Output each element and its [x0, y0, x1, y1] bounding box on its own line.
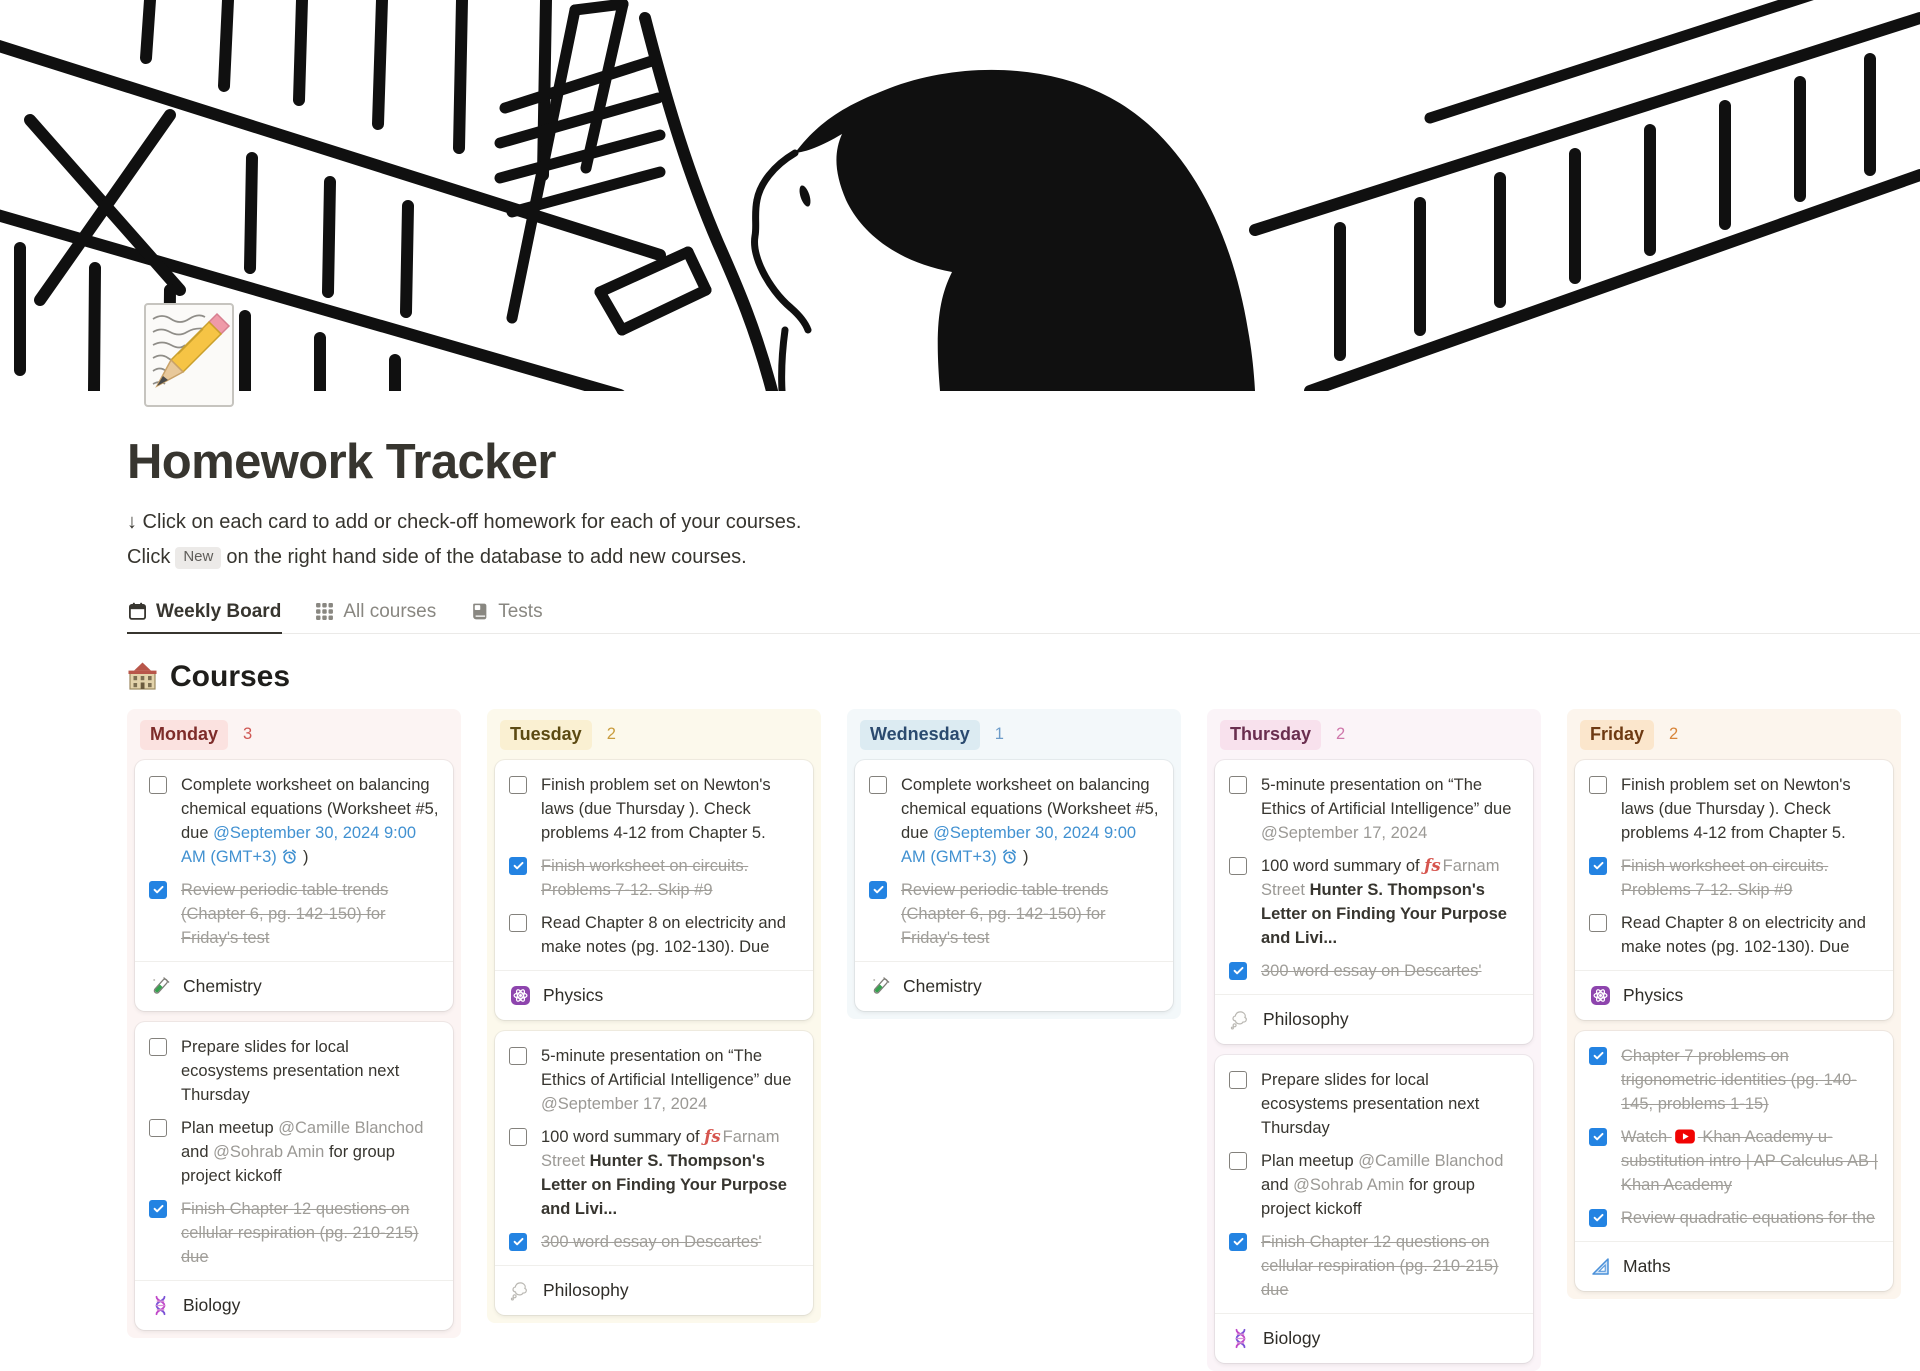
page-title: Homework Tracker: [127, 435, 556, 489]
alarm-icon: [281, 845, 298, 869]
course-name: Biology: [183, 1294, 241, 1315]
todo-item[interactable]: [509, 773, 799, 845]
biology-dna-icon: [1230, 1328, 1251, 1349]
course-name: Philosophy: [543, 1279, 629, 1300]
todo-item[interactable]: [1229, 854, 1519, 950]
mention: @Camille Blanchod: [278, 1118, 424, 1137]
checkbox-checked[interactable]: [149, 881, 167, 899]
checkbox-checked[interactable]: [1589, 1128, 1607, 1146]
board-column-tuesday: [487, 709, 821, 1323]
todo-item[interactable]: [149, 773, 439, 869]
course-footer[interactable]: [855, 961, 1173, 1011]
board-column-wednesday: [847, 709, 1181, 1019]
task-text: Review periodic table trends (Chapter 6, pg. 142-150) for Friday's test: [901, 880, 1109, 947]
column-header: [1575, 717, 1893, 750]
tab-label: Weekly Board: [156, 600, 282, 622]
todo-item[interactable]: [1229, 1149, 1519, 1221]
task-text: and: [1261, 1175, 1294, 1194]
todo-text: [541, 1125, 799, 1221]
page-icon[interactable]: [137, 300, 241, 412]
todo-item[interactable]: [149, 1197, 439, 1269]
todo-item[interactable]: [149, 878, 439, 950]
course-name: Physics: [1623, 984, 1684, 1005]
todo-text: [181, 1197, 439, 1269]
site-name: Farnam Street: [1261, 856, 1500, 899]
instruction-line-2: [127, 542, 1920, 572]
school-icon: [127, 661, 158, 692]
homework-card-maths[interactable]: [1575, 1031, 1893, 1291]
task-text: Complete worksheet on balancing chemical equations (Worksheet #5, due: [901, 775, 1159, 842]
calendar-icon: [128, 602, 147, 621]
todo-text: [1261, 773, 1519, 845]
todo-text: [1261, 1149, 1519, 1221]
card-body: [1575, 760, 1893, 970]
tab-all-courses[interactable]: [314, 596, 437, 634]
course-name: Biology: [1263, 1327, 1321, 1348]
todo-text: [541, 773, 799, 845]
todo-item[interactable]: [869, 878, 1159, 950]
column-cards: [855, 760, 1173, 1011]
course-footer[interactable]: [1575, 970, 1893, 1020]
todo-text: [181, 1035, 439, 1107]
task-text: ): [298, 847, 309, 866]
farnam-street-icon: ƒs: [704, 1126, 721, 1146]
todo-item[interactable]: [509, 1044, 799, 1116]
task-text: Finish worksheet on circuits. Problems 7-12. Skip #9: [541, 856, 749, 899]
tab-tests[interactable]: [469, 596, 543, 634]
checkbox-unchecked[interactable]: [1229, 857, 1247, 875]
todo-text: [901, 878, 1159, 950]
course-footer[interactable]: [135, 961, 453, 1011]
course-footer[interactable]: [1215, 994, 1533, 1044]
todo-text: [1261, 959, 1519, 983]
checkbox-unchecked[interactable]: [149, 1119, 167, 1137]
homework-card-biology[interactable]: [135, 1022, 453, 1330]
task-text: Read Chapter 8 on electricity and make notes (pg. 102-130). Due: [1621, 913, 1866, 956]
mention: @Sohrab Amin: [213, 1142, 325, 1161]
task-text: Prepare slides for local ecosystems presentation next Thursday: [181, 1037, 400, 1104]
checkbox-checked[interactable]: [149, 1200, 167, 1218]
card-body: [855, 760, 1173, 961]
task-text: Review quadratic equations for the: [1621, 1208, 1876, 1227]
todo-text: [1261, 854, 1519, 950]
column-cards: [1575, 760, 1893, 1291]
homework-card-physics[interactable]: [495, 760, 813, 1020]
grid-icon: [315, 602, 334, 621]
bookmark-title: Hunter S. Thompson's Letter on Finding Your Purpose and Livi...: [1261, 880, 1507, 947]
task-text: ): [1018, 847, 1029, 866]
todo-text: [181, 1116, 439, 1188]
card-body: [135, 760, 453, 961]
physics-atom-icon: [510, 985, 531, 1006]
new-button-badge: New: [175, 547, 221, 569]
todo-item[interactable]: [509, 911, 799, 959]
homework-card-chemistry[interactable]: [855, 760, 1173, 1011]
todo-text: [1621, 1125, 1879, 1197]
task-text: 5-minute presentation on “The Ethics of Artificial Intelligence” due: [1261, 775, 1512, 818]
checkbox-unchecked[interactable]: [1589, 914, 1607, 932]
todo-item[interactable]: [509, 1125, 799, 1221]
homework-card-physics[interactable]: [1575, 760, 1893, 1020]
todo-item[interactable]: [149, 1035, 439, 1107]
tab-label: All courses: [343, 600, 437, 622]
todo-item[interactable]: [1589, 1206, 1879, 1230]
todo-item[interactable]: [149, 1116, 439, 1188]
tab-label: Tests: [498, 600, 543, 622]
mention: @September 17, 2024: [1261, 823, 1428, 842]
task-text: Plan meetup: [1261, 1151, 1359, 1170]
chemistry-test-tube-icon: [150, 976, 171, 997]
column-day-badge[interactable]: Friday: [1580, 720, 1654, 750]
page-cover: [0, 0, 1920, 391]
database-view-tabs: [127, 596, 1920, 634]
youtube-icon: [1672, 1125, 1698, 1149]
physics-atom-icon: [1590, 985, 1611, 1006]
homework-card-philosophy[interactable]: [495, 1031, 813, 1315]
card-body: [135, 1022, 453, 1280]
task-text: 300 word essay on Descartes': [1261, 961, 1482, 980]
todo-text: [1621, 911, 1879, 959]
mention: @Camille Blanchod: [1358, 1151, 1504, 1170]
task-text: Plan meetup: [181, 1118, 279, 1137]
checkbox-unchecked[interactable]: [1229, 1071, 1247, 1089]
todo-text: [541, 911, 799, 959]
card-body: [1575, 1031, 1893, 1241]
checkbox-checked[interactable]: [1589, 857, 1607, 875]
todo-text: [541, 1044, 799, 1116]
course-name: Chemistry: [183, 975, 262, 996]
bookmark-title: Hunter S. Thompson's Letter on Finding Your Purpose and Livi...: [541, 1151, 787, 1218]
courses-heading-label: Courses: [170, 659, 291, 693]
column-header: [135, 717, 453, 750]
checkbox-unchecked[interactable]: [1229, 1152, 1247, 1170]
column-day-badge[interactable]: Tuesday: [500, 720, 592, 750]
todo-item[interactable]: [1589, 1044, 1879, 1116]
checkbox-checked[interactable]: [869, 881, 887, 899]
philosophy-thought-balloon-icon: [510, 1280, 531, 1301]
cover-illustration: [0, 0, 1920, 391]
task-text: Khan Academy u-substitution intro | AP Calculus AB | Khan Academy: [1621, 1127, 1878, 1194]
checkbox-unchecked[interactable]: [149, 1038, 167, 1056]
todo-text: [1621, 1206, 1879, 1230]
todo-item[interactable]: [1589, 911, 1879, 959]
todo-item[interactable]: [509, 1230, 799, 1254]
card-body: [1215, 760, 1533, 994]
checkbox-checked[interactable]: [1589, 1047, 1607, 1065]
course-name: Physics: [543, 984, 604, 1005]
course-footer[interactable]: [135, 1280, 453, 1330]
column-header: [855, 717, 1173, 750]
farnam-street-icon: ƒs: [1424, 855, 1441, 875]
board-column-friday: [1567, 709, 1901, 1299]
task-text: Chapter 7 problems on trigonometric identities (pg. 140-145, problems 1-15): [1621, 1046, 1857, 1113]
task-text: 5-minute presentation on “The Ethics of Artificial Intelligence” due: [541, 1046, 792, 1089]
todo-item[interactable]: [1229, 773, 1519, 845]
mention: @Sohrab Amin: [1293, 1175, 1405, 1194]
book-icon: [470, 602, 489, 621]
todo-item[interactable]: [509, 854, 799, 902]
course-footer[interactable]: [1215, 1313, 1533, 1363]
task-text: 100 word summary of: [541, 1127, 705, 1146]
task-text: Watch: [1621, 1127, 1672, 1146]
weekly-board: [127, 709, 1920, 1371]
column-cards: [495, 760, 813, 1315]
column-count: 2: [1669, 725, 1679, 744]
date-mention: @September 30, 2024 9:00 AM (GMT+3): [901, 823, 1137, 866]
date-mention: @September 30, 2024 9:00 AM (GMT+3): [181, 823, 417, 866]
todo-text: [1261, 1068, 1519, 1140]
tab-weekly-board[interactable]: [127, 596, 282, 634]
task-text: for group project kickoff: [1261, 1175, 1475, 1218]
todo-text: [181, 773, 439, 869]
column-header: [1215, 717, 1533, 750]
task-text: for group project kickoff: [181, 1142, 395, 1185]
column-count: 2: [606, 725, 616, 744]
instruction-click-prefix: Click: [127, 545, 171, 568]
alarm-icon: [1001, 845, 1018, 869]
mention: @September 17, 2024: [541, 1094, 708, 1113]
checkbox-unchecked[interactable]: [509, 776, 527, 794]
task-text: Read Chapter 8 on electricity and make notes (pg. 102-130). Due: [541, 913, 786, 956]
todo-text: [1621, 1044, 1879, 1116]
task-text: 300 word essay on Descartes': [541, 1232, 762, 1251]
checkbox-checked[interactable]: [1229, 1233, 1247, 1251]
course-footer[interactable]: [495, 970, 813, 1020]
chemistry-test-tube-icon: [870, 976, 891, 997]
column-count: 2: [1336, 725, 1346, 744]
course-name: Chemistry: [903, 975, 982, 996]
course-footer[interactable]: [1575, 1241, 1893, 1291]
homework-card-chemistry[interactable]: [135, 760, 453, 1011]
todo-text: [1621, 773, 1879, 845]
maths-triangle-ruler-icon: [1590, 1256, 1611, 1277]
biology-dna-icon: [150, 1295, 171, 1316]
checkbox-checked[interactable]: [509, 1233, 527, 1251]
todo-item[interactable]: [1589, 773, 1879, 845]
column-cards: [1215, 760, 1533, 1363]
task-text: Finish Chapter 12 questions on cellular respiration (pg. 210-215) due: [181, 1199, 419, 1266]
todo-item[interactable]: [869, 773, 1159, 869]
task-text: and: [181, 1142, 214, 1161]
memo-pencil-icon: [137, 300, 241, 412]
homework-card-philosophy[interactable]: [1215, 760, 1533, 1044]
board-column-monday: [127, 709, 461, 1338]
todo-text: [181, 878, 439, 950]
instruction-line-1: ↓ Click on each card to add or check-off homework for each of your courses.: [127, 510, 802, 533]
checkbox-unchecked[interactable]: [869, 776, 887, 794]
checkbox-unchecked[interactable]: [509, 1128, 527, 1146]
board-column-thursday: [1207, 709, 1541, 1371]
checkbox-unchecked[interactable]: [509, 1047, 527, 1065]
card-body: [495, 1031, 813, 1265]
homework-card-biology[interactable]: [1215, 1055, 1533, 1363]
todo-item[interactable]: [1589, 854, 1879, 902]
column-cards: [135, 760, 453, 1330]
column-day-badge[interactable]: Thursday: [1220, 720, 1321, 750]
todo-text: [1261, 1230, 1519, 1302]
task-text: Complete worksheet on balancing chemical equations (Worksheet #5, due: [181, 775, 439, 842]
instruction-click-suffix: on the right hand side of the database to add new courses.: [226, 545, 747, 568]
task-text: Finish problem set on Newton's laws (due Thursday ). Check problems 4-12 from Chapter 5.: [1621, 775, 1851, 842]
philosophy-thought-balloon-icon: [1230, 1009, 1251, 1030]
todo-item[interactable]: [1589, 1125, 1879, 1197]
site-name: Farnam Street: [541, 1127, 780, 1170]
checkbox-unchecked[interactable]: [149, 776, 167, 794]
courses-heading: [127, 660, 1920, 694]
checkbox-unchecked[interactable]: [1229, 776, 1247, 794]
todo-text: [1621, 854, 1879, 902]
todo-item[interactable]: [1229, 1068, 1519, 1140]
task-text: 100 word summary of: [1261, 856, 1425, 875]
task-text: Finish worksheet on circuits. Problems 7-12. Skip #9: [1621, 856, 1829, 899]
todo-text: [541, 854, 799, 902]
checkbox-checked[interactable]: [1589, 1209, 1607, 1227]
task-text: Finish problem set on Newton's laws (due Thursday ). Check problems 4-12 from Chapter 5.: [541, 775, 771, 842]
todo-item[interactable]: [1229, 959, 1519, 983]
checkbox-checked[interactable]: [1229, 962, 1247, 980]
checkbox-unchecked[interactable]: [509, 914, 527, 932]
checkbox-unchecked[interactable]: [1589, 776, 1607, 794]
column-day-badge[interactable]: Monday: [140, 720, 228, 750]
todo-text: [541, 1230, 799, 1254]
card-body: [1215, 1055, 1533, 1313]
course-footer[interactable]: [495, 1265, 813, 1315]
task-text: Prepare slides for local ecosystems presentation next Thursday: [1261, 1070, 1480, 1137]
todo-text: [901, 773, 1159, 869]
column-header: [495, 717, 813, 750]
checkbox-checked[interactable]: [509, 857, 527, 875]
column-day-badge[interactable]: Wednesday: [860, 720, 980, 750]
task-text: Finish Chapter 12 questions on cellular respiration (pg. 210-215) due: [1261, 1232, 1499, 1299]
course-name: Maths: [1623, 1255, 1671, 1276]
column-count: 3: [243, 725, 253, 744]
todo-item[interactable]: [1229, 1230, 1519, 1302]
card-body: [495, 760, 813, 970]
course-name: Philosophy: [1263, 1008, 1349, 1029]
column-count: 1: [994, 725, 1004, 744]
task-text: Review periodic table trends (Chapter 6, pg. 142-150) for Friday's test: [181, 880, 389, 947]
